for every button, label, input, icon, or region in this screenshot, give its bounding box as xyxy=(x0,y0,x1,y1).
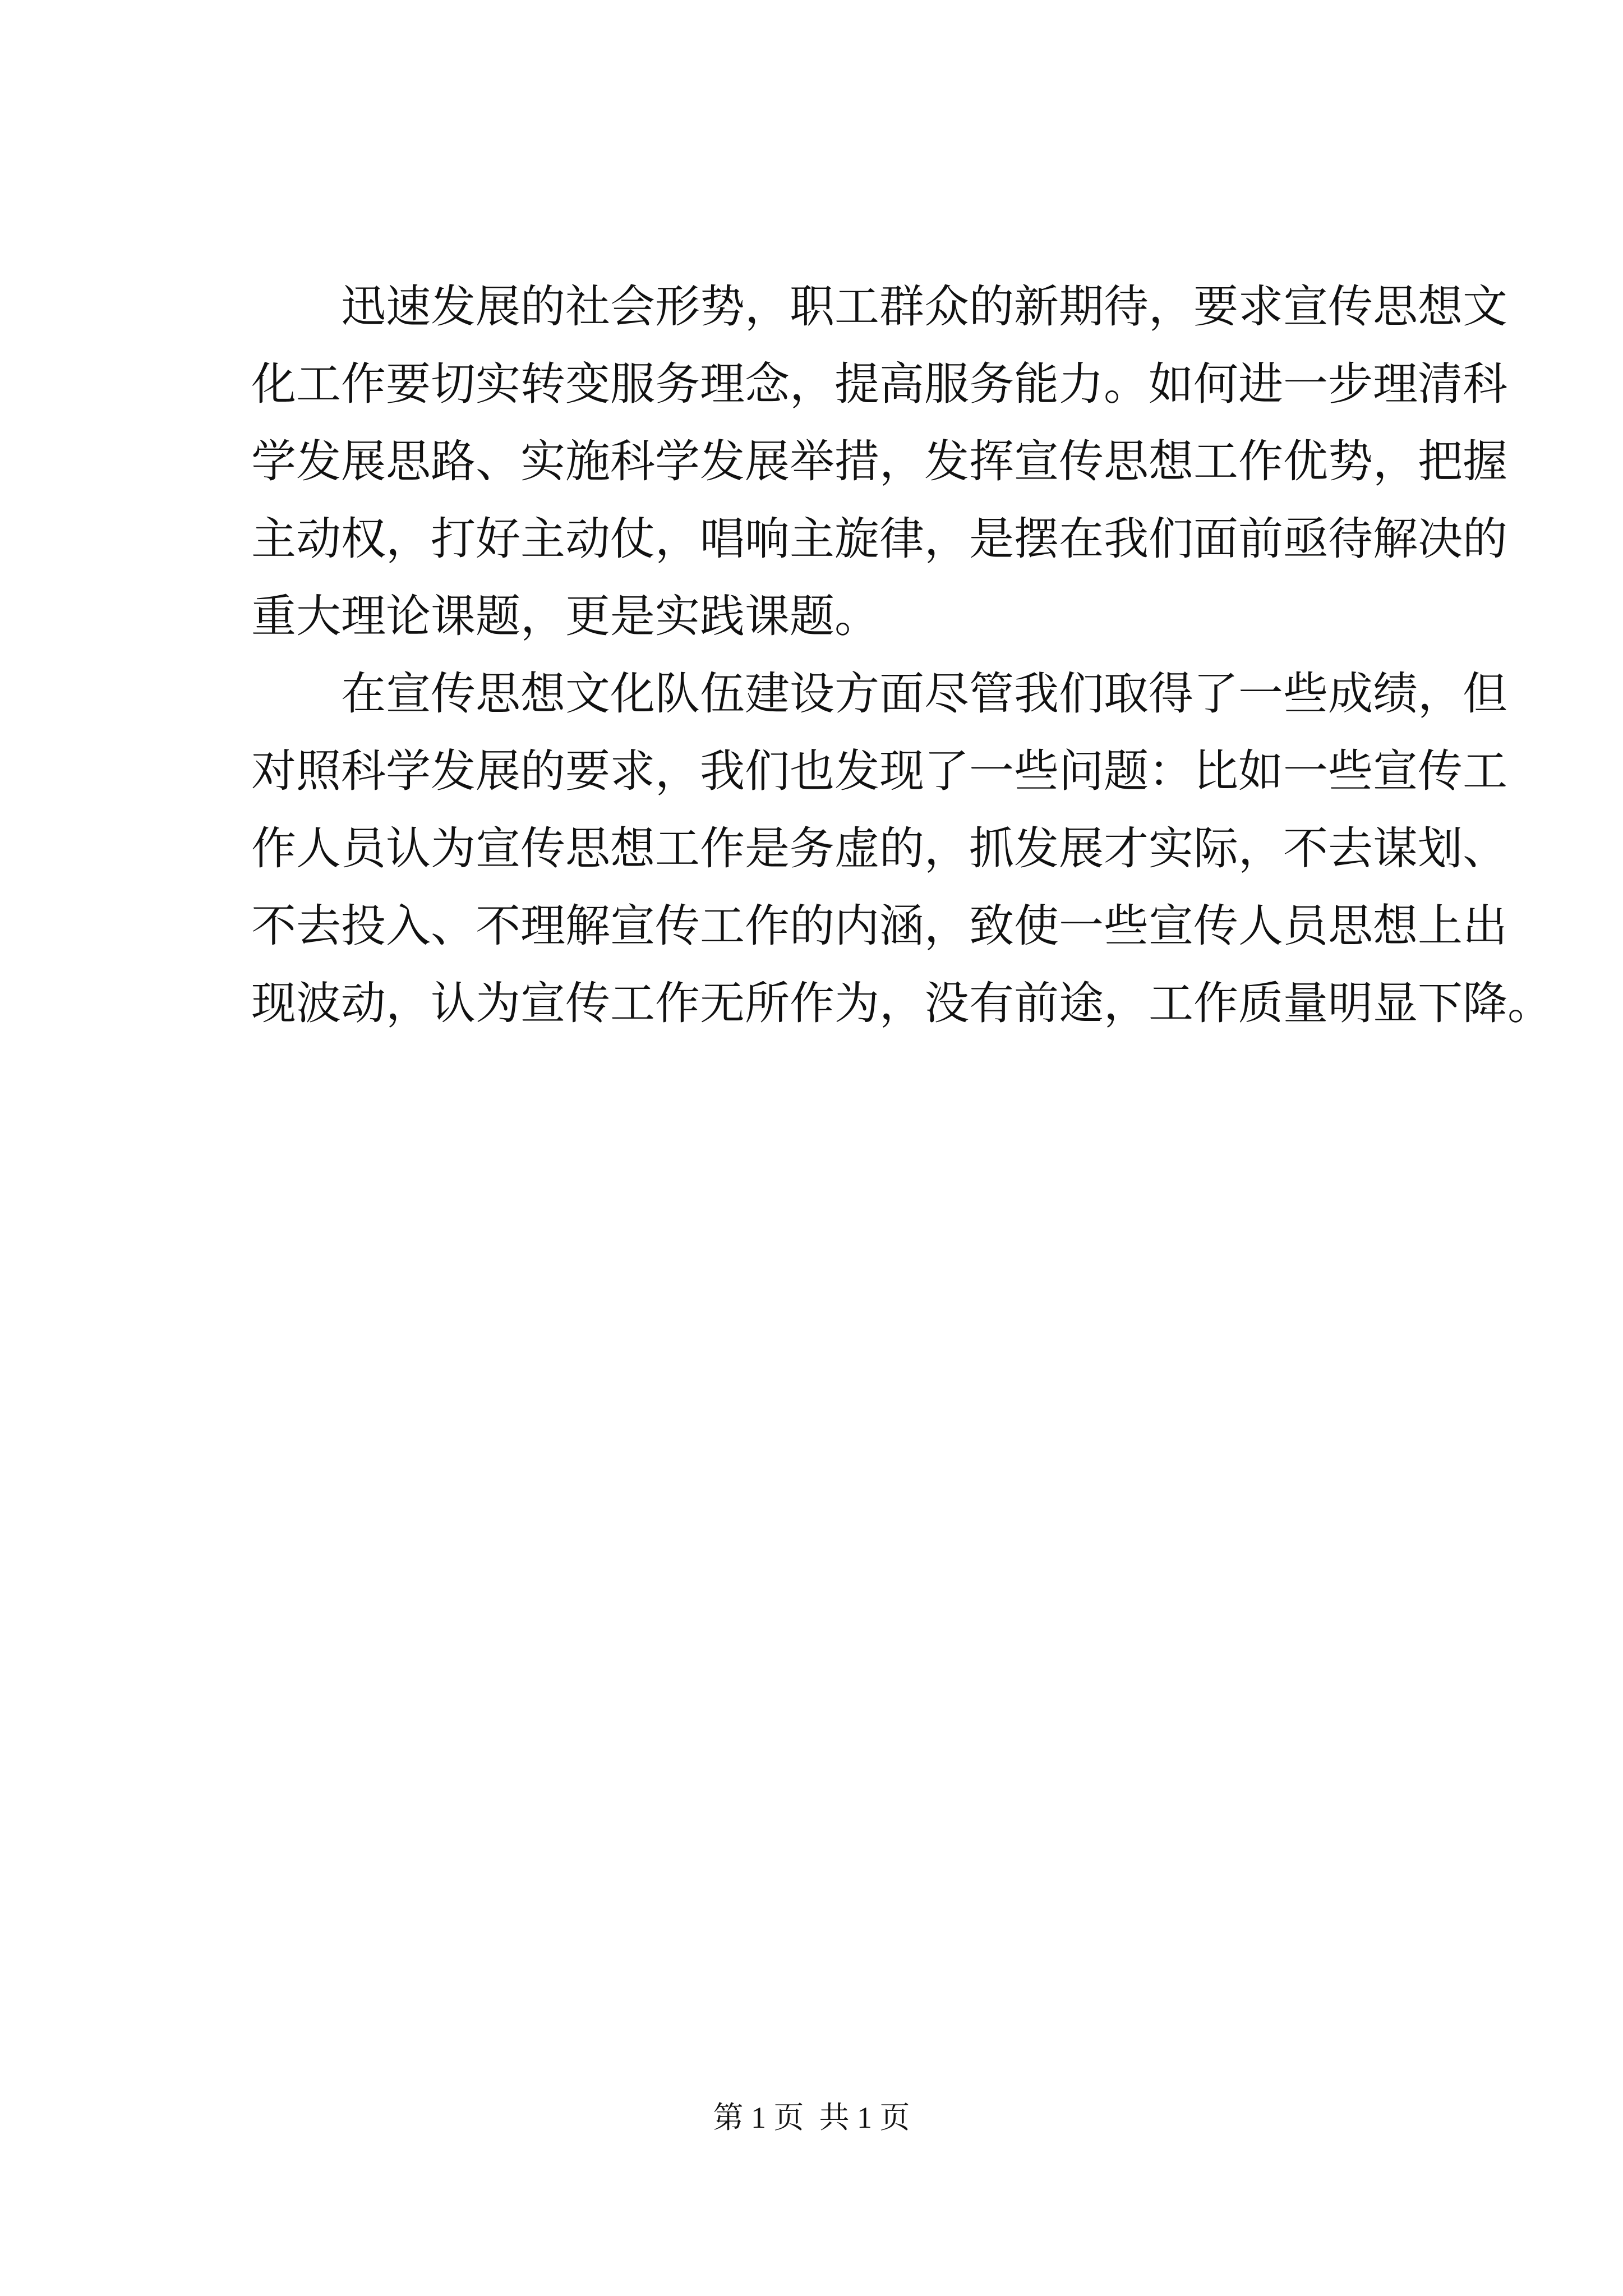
text-line: 主动权，打好主动仗，唱响主旋律，是摆在我们面前亟待解决的 xyxy=(251,513,1507,565)
text-line: 学发展思路、实施科学发展举措，发挥宣传思想工作优势，把握 xyxy=(251,435,1507,487)
text-line: 重大理论课题，更是实践课题。 xyxy=(251,590,879,642)
paragraph-1 xyxy=(251,268,1507,655)
text-line: 对照科学发展的要求，我们也发现了一些问题：比如一些宣传工 xyxy=(251,745,1507,797)
text-line: 不去投入、不理解宣传工作的内涵，致使一些宣传人员思想上出 xyxy=(251,900,1507,952)
page-number-footer: 第 1 页 共 1 页 xyxy=(713,2101,910,2134)
text-line: 迅速发展的社会形势，职工群众的新期待，要求宣传思想文 xyxy=(341,280,1507,333)
paragraph-2 xyxy=(251,655,1552,1042)
text-line: 化工作要切实转变服务理念，提高服务能力。如何进一步理清科 xyxy=(251,358,1507,410)
text-line: 在宣传思想文化队伍建设方面尽管我们取得了一些成绩，但 xyxy=(341,668,1507,720)
text-line: 现波动，认为宣传工作无所作为，没有前途，工作质量明显下降。 xyxy=(251,977,1552,1029)
text-line: 作人员认为宣传思想工作是务虚的，抓发展才实际，不去谋划、 xyxy=(251,822,1507,875)
document-body xyxy=(251,268,1552,1042)
